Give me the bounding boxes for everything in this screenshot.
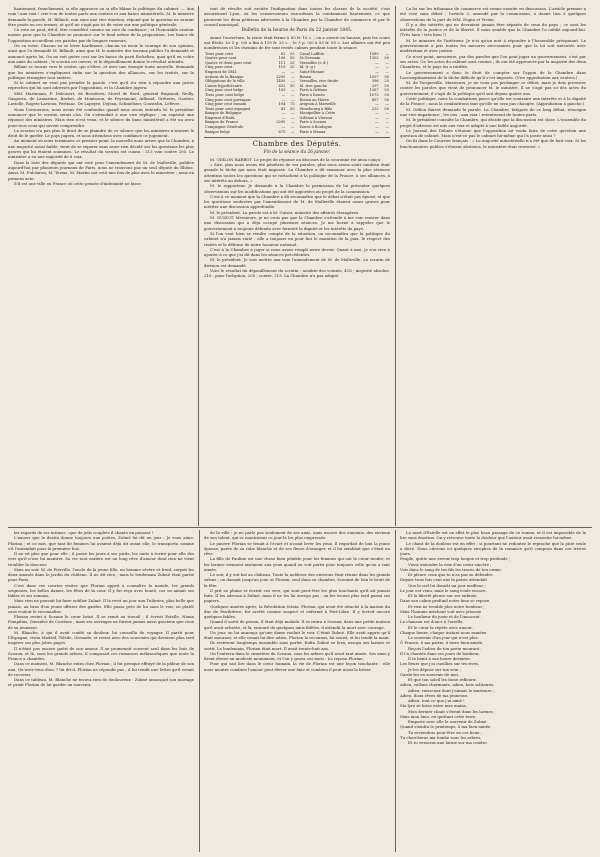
verse-line: Dans son calme profond notre âme se repose, <box>400 598 491 604</box>
paragraph: les regards de ses intimes : que de jolis couplets il chante en passant ! <box>14 530 154 535</box>
paragraph: Dans ce moment, M. Blanche entra chez Florian ; il fut presque effrayé de la pâleur de son ami. Qu'avez-vous donc ? lui dit-il. Florian ne répondit pas ; il lui tendit une lettre qu'il venait de recevoir. <box>8 661 194 677</box>
bourse-cell-a: 83 <box>280 51 286 56</box>
paragraph: M. ODILON BARROT. Le projet de réponse au discours de la couronne est ainsi conçu : <box>210 156 383 162</box>
bourse-cell-label: Paris à Sceaux <box>299 120 327 125</box>
bourse-cell-b: — <box>385 125 389 130</box>
verse-line: Peuple, quitte une erreur trop longue et trop profonde ; <box>400 556 511 562</box>
bourse-cell-a: 1057 <box>369 74 379 79</box>
paragraph: Le pauvre Florian se tenait à l'écart et n'osait lever les yeux. Il regardait de loin la jeune épouse, parée de sa robe blanche et de ses fleurs d'oranger, et il lui semblait que c'était un rêve. <box>204 540 390 556</box>
paragraph: M. le président consulte la Chambre, qui décide que la discussion est close. L'ensemble du projet d'adresse est mis aux voix et adopté à une faible majorité. <box>400 117 586 128</box>
bourse-cell-b: 50 <box>289 56 295 61</box>
paragraph: Quelques années après, la Révolution éclata. Florian, qui avait été attaché à la maison du duc de Penthièvre, fut arrêté comme suspect et enfermé à Port-Libre. Il y écrivit encore quelques fables. <box>204 603 390 619</box>
bourse-cell-label: Paris à Meaux <box>299 129 326 134</box>
paragraph: Un jour, on lui annonça qu'une dame voulait le voir. C'était Zulmé. Elle avait appris qu'il était mourant, et elle venait lui dire adieu. Florian la reconnut, lui sourit, et lui tendit la main. <box>204 629 390 640</box>
bourse-cell-label: Paris à Orléans <box>299 88 328 93</box>
bourse-cell-b: — <box>385 120 389 125</box>
verse-line: Ma lyre se brise entre mes mains, <box>400 703 468 709</box>
paragraph: de la ville : je ne parle pas seulement de ses amis, mais encore des ennemis, des envieux de son talent, qui se montraient ce jour-là les plus empressés. <box>204 530 390 541</box>
paragraph: « Sire, plus nous avons été pénétrés de vos paroles, plus nous avons senti combien était grande la tâche qui nous était imposée. La Chambre a dû examiner avec la plus sérieuse attention toutes les questions qui se rattachent à la politique de la France, à ses alliances, à ses intérêts au dehors. » <box>204 162 390 183</box>
verse-line: Il t'a chantée dans ses jours de bonheur, <box>400 650 480 656</box>
bourse-cell-a: 675 <box>278 129 286 134</box>
bourse-cell-b: — <box>290 120 295 125</box>
bourse-cell-a: 857 <box>371 97 379 102</box>
paragraph: Voici le résultat du dépouillement du scrutin : nombre des votants, 418 ; majorité absolue, 210 ; pour l'adoption, 205 ; contre, 213. La Chambre n'a pas adopté. <box>204 268 390 279</box>
bourse-cell-b: 50 <box>384 106 389 111</box>
paragraph: Le gouvernement a donc le droit de compter sur l'appui de la Chambre dans l'accomplissement de la tâche difficile qu'il s'est imposée. (Vive approbation aux centres.) <box>400 69 586 80</box>
verse-line: Tu chercheras ma tombe sous les arbres, <box>400 734 482 740</box>
bourse-cell-b: — <box>290 125 295 130</box>
bourse-cell-a: 232 <box>371 106 379 111</box>
bourse-cell-b: 50 <box>384 56 389 61</box>
bourse-cell-a: 119 <box>278 65 286 70</box>
verse-line: Adieu, tout ce que j'ai aimé ! <box>408 698 465 703</box>
verse-line: Et tu verseras une larme sur ma cendre. <box>408 740 488 745</box>
paragraph: M. GUIZOT. Messieurs, je ne crois pas que la Chambre s'attende à me voir rentrer dans une discussion qui a déjà occupé plusieurs séances. Je me borne à rappeler que le gouvernement a toujours défendu avec fermeté la dignité et les intérêts du pays. <box>204 215 390 231</box>
bourse-cell-b: — <box>385 65 389 70</box>
bourse-cell-label: Trois pour cent <box>205 51 233 56</box>
bourse-cell-a: — <box>375 60 379 65</box>
bourse-cell-a: 3295 <box>276 120 286 125</box>
bourse-cell-label: Orléans à Vierzon <box>299 115 333 120</box>
paragraph: Ils restèrent longtemps ensemble sans parler. Enfin Zulmé se leva, essuya ses larmes et sortit. Le lendemain, Florian était mort. Il avait trente-huit ans. <box>204 640 390 651</box>
bourse-cell-b: — <box>290 97 295 102</box>
verse-line: Quand viendra le printemps, ô ma bien-aimée, <box>400 724 492 730</box>
paragraph: Mais un soir, M. de Fierville, l'oncle de la jeune fille, un homme sévère et froid, surprit les deux amants dans le jardin du château. Il ne dit rien ; mais le lendemain Zulmé était partie pour Paris. <box>8 566 194 583</box>
bourse-cell-b: 50 <box>384 83 389 88</box>
bourse-cell-b: — <box>385 129 389 134</box>
verse-line: Adieu, ruisseaux dont j'aimais le murmure ; <box>408 687 495 693</box>
bourse-cell-a: 1072 <box>369 92 379 97</box>
bourse-title: Bulletin de la bourse de Paris du 22 janvier 1845. <box>241 28 353 34</box>
bourse-cell-label: Actions de la Banque <box>205 74 244 79</box>
verse-line: Mon dernier chant s'éteint dans les larmes ; <box>408 708 496 714</box>
bourse-cell-a: 104 <box>278 102 286 107</box>
verse-line: La chanson est douce à l'oreille, <box>400 619 464 625</box>
paragraph: M. le président. Je vais mettre aux voix l'amendement de M. de Malleville. Le scrutin de division est demandé. <box>204 257 390 268</box>
bourse-cell-b: 25 <box>384 79 389 84</box>
bourse-cell-label: Cinq pour cent <box>205 65 233 70</box>
bourse-cell-label: Quatre pour cent <box>205 56 237 61</box>
verse-line: Et le cœur la répète avec amour ; <box>408 624 475 630</box>
paragraph: Il prit sa plume et écrivit ces vers, qui sont peut-être les plus touchants qu'il ait jamais faits. Il les adressa à Zulmé, mais il ne les lui envoya pas ; on les trouva plus tard parmi ses papiers. <box>204 587 390 604</box>
paragraph: C'est dans ces courtes visites que Florian apprit à connaître le monde, les grands seigneurs, les belles dames, les fêtes de la cour. Il y fut reçu avec bonté, car on aimait ses fables et ses romans. <box>8 582 194 598</box>
bourse-table-left <box>204 52 296 135</box>
paragraph: C'est à ce moment que la Chambre a dû reconnaître que le débat n'était pas épuisé, et que les questions soulevées par l'amendement de M. de Malleville étaient assez graves pour mériter une discussion approfondie. <box>204 193 390 210</box>
chambre-subheading: Fin de la séance du 26 janvier. <box>263 150 331 156</box>
bourse-cell-a: 1085 <box>369 51 379 56</box>
bourse-cell-label: Cinq pour cent romain <box>205 102 247 107</box>
bourse-cell-a: — <box>375 125 379 130</box>
paragraph: Florian revint à Sceaux le cœur brisé. Il se remit au travail ; il écrivit Estelle, Numa Pompilius, Gonzalve de Cordoue ; mais ses ouvrages ne furent jamais aussi gracieux que ceux de sa jeunesse. <box>8 614 194 630</box>
verse-line: Ô France, ô ma patrie, ô terre bien-aimée, <box>400 640 484 646</box>
bourse-cell-label: St-Germain <box>299 56 321 61</box>
bourse-cell-a: 297 <box>371 83 379 88</box>
bourse-cell-a: 103 <box>278 88 286 93</box>
bourse-cell-a: 1267 <box>369 88 379 93</box>
bourse-cell-a: 106 <box>278 56 286 61</box>
paragraph: Pour qui sait lire dans le cœur humain, la vie de Florian est une leçon touchante : elle nous montre combien l'amour peut élever une âme et combien il peut aussi la briser. <box>204 661 390 672</box>
verse-line: Mais mon âme, en quittant cette terre, <box>400 713 477 719</box>
top-column-3 <box>400 6 586 526</box>
verse-line: Tu reviendras peut-être en ces lieux ; <box>408 729 482 735</box>
verse-line: Le souvenir d'un jour qui n'est plus. <box>408 635 479 640</box>
verse-line: Emporte avec elle le souvenir de Zulmé. <box>408 719 488 724</box>
bourse-cell-label: Obligations de la ville <box>205 79 245 84</box>
verse-line: Et rien ne trouble plus notre bonheur ; <box>408 603 485 609</box>
bourse-cell-b: 50 <box>384 92 389 97</box>
verse-line: Que le ciel lui donnât un jour meilleur ; <box>408 582 486 588</box>
paragraph: M. le ministre de l'intérieur. Je n'ai qu'un mot à répondre à l'honorable préopinant. Le gouvernement a pris toutes les mesures nécessaires pour que la loi soit exécutée avec modération et avec justice. <box>400 37 586 54</box>
top-column-2 <box>204 6 390 526</box>
bourse-cell-label: Banque belge <box>205 129 230 134</box>
bourse-cell-b: — <box>290 111 295 116</box>
verse-line: Les fleurs que j'ai cueillies sur tes rives, <box>400 661 480 667</box>
verse-line: Depuis trois fois cent ans la patrie attendait <box>400 577 487 583</box>
top-column-1 <box>8 6 194 526</box>
bourse-cell-a: — <box>375 111 379 116</box>
paragraph: Dans ce tableau, M. Blanche ne trouva rien de douloureux : Zulmé annonçait son mariage et priait Florian de lui garder un souvenir. <box>8 677 194 688</box>
bourse-cell-label: Avignon à Marseille <box>299 102 336 107</box>
bourse-cell-b: — <box>290 129 295 134</box>
bourse-cell-b: — <box>290 69 295 74</box>
paragraph: Ce vote ne peut, dit-il, être considéré comme un vote de confiance ; et l'honorable orateur insiste pour que la Chambre se prononce sur le fond même de la proposition. Les bancs de l'opposition accueillent ces paroles par de longues rumeurs. <box>8 27 194 43</box>
bourse-cell-label: Banque de Belgique <box>205 111 242 116</box>
bourse-cell-a: — <box>375 129 379 134</box>
paragraph: Il n'était pas encore guéri de son amour. Il se promenait souvent seul dans les bois de Sceaux, et là, sous les grands arbres, il composait ces romances mélancoliques que toute la France a chantées. <box>8 645 194 661</box>
bourse-cell-a: — <box>281 97 286 102</box>
bourse-cell-label: Strasbourg à Bâle <box>299 106 333 111</box>
paragraph: Ce n'est point, messieurs, par des paroles que l'on peut juger un gouvernement, c'est par ses actes. Or, les actes du cabinet sont connus ; ils ont été approuvés par la majorité des deux Chambres, et le pays les a ratifiés. <box>400 53 586 70</box>
paragraph: La mort d'Estelle est en effet le plus beau passage de ce roman, et il est impossible de le lire sans émotion. On y retrouve toute la douleur que l'auteur avait ressentie lui-même. <box>400 530 586 541</box>
bourse-cell-label: Rouen <box>299 74 312 79</box>
paragraph: Le Journal des Débats s'étonne que l'opposition ait voulu faire de cette question une question de cabinet. Mais n'est-ce pas le cabinet lui-même qui l'a posée ainsi ? <box>400 127 586 139</box>
paragraph: Mais rien ne pouvait lui faire oublier Zulmé. Il la revit un jour aux Tuileries, plus belle que jamais, au bras d'un jeune officier des gardes. Elle passa près de lui sans le voir, ou plutôt sans vouloir le reconnaître. <box>8 598 194 614</box>
bourse-cell-b: 50 <box>384 88 389 93</box>
paragraph: Si l'on veut bien se rendre compte de la situation, on reconnaîtra que la politique du cabinet n'a jamais varié : elle a toujours eu pour but le maintien de la paix, le respect des traités et la défense de notre honneur national. <box>204 230 390 247</box>
bourse-cell-b: 75 <box>289 102 295 107</box>
paragraph: Le chant de la douleur est en effet : si pourtant ne redoutez le reproche que la pitié seule a dicté. Nous citerons ici quelques strophes de la romance qu'il composa dans ces tristes jours. <box>400 540 586 556</box>
verse-line: Reçois l'adieu de ton poète mourant ; <box>408 645 482 651</box>
verse-line: Je les dépose sur ton sein ; <box>408 666 461 672</box>
bourse-cell-label: Emprunt de 1841 <box>205 69 237 74</box>
bourse-cell-label: Id. rive gauche <box>299 83 327 88</box>
bourse-cell-b: 50 <box>289 106 295 111</box>
bourse-cell-a: — <box>375 65 379 70</box>
column-divider-2 <box>395 6 396 526</box>
paragraph: On lit dans le Courrier français : « La majorité ministérielle n'a été que de huit voix. Si les fonctionnaires publics s'étaient abstenus, le ministère était renversé. » <box>400 138 586 149</box>
bourse-cell-b: 25 <box>289 65 295 70</box>
bourse-cell-b: 50 <box>384 74 389 79</box>
bourse-cell-b: — <box>290 92 295 97</box>
bourse-cell-a: — <box>281 111 286 116</box>
bourse-cell-b: — <box>385 69 389 74</box>
bourse-cell-b: — <box>290 115 295 120</box>
bourse-cell-b: 50 <box>289 83 295 88</box>
paragraph: Il y a des intérêts qui ne devraient jamais être séparés de ceux du pays ; ce sont les intérêts de la justice et de la liberté. Il nous semble que la Chambre l'a oublié aujourd'hui. (Très bien ! très bien !) <box>400 21 586 38</box>
feuilleton-section <box>8 530 592 852</box>
bourse-cell-a: 3295 <box>276 74 286 79</box>
bourse-cell-label: Saint-Etienne <box>299 69 325 74</box>
paragraph: Si le cabinet ne veut pas prendre la parole, c'est qu'il n'a rien à répondre aux justes reproches qui lui sont adressés par l'opposition, et la Chambre jugera. <box>8 80 194 91</box>
bourse-cell-a: — <box>375 102 379 107</box>
bourse-cell-label: Id. (r. g.) <box>299 65 316 70</box>
paragraph: Il ne vit plus que pour elle ; il passe les jours à ses pieds, les nuits à écrire pour elle des vers qu'il n'ose lui montrer. Sa vie tout entière est un long rêve d'amour dont rien ne vient troubler la douceur. <box>8 551 194 567</box>
paragraph: Billaut se tourne vers le centre, qui s'élève, et avec une énergie toute nouvelle, demande que les ministres s'expliquent enfin sur la question des alliances, sur les traités, sur la politique étrangère tout entière. <box>8 64 194 80</box>
bourse-cell-label: Caisse hypothécaire <box>205 83 242 88</box>
paragraph: La loi sur les tribunaux de commerce est venue ensuite en discussion. L'article premier a été voté sans débat ; l'article 2, amendé par la commission, a donné lieu à quelques observations de la part de MM. Dupin et Vivien. <box>400 6 586 22</box>
paragraph: La fille de Pauline est une chose bien pénible pour les femmes qui ont le cœur tendre, et les larmes viennent aisément aux yeux quand on voit partir pour toujours celle qu'on a tant aimée. <box>204 556 390 572</box>
bourse-cell-a: 1450 <box>276 79 286 84</box>
bourse-cell-label: Paris à Rouen <box>299 92 325 97</box>
paragraph: tout de révolte soit excitée l'indignation dans toutes les classes de la société, c'est assurément Lyon, où les conservateurs eux-mêmes la condamnent hautement, ce que prouvent les deux pétitions adressées à la Chambre par la Chambre de commerce et par le conseil municipal. <box>204 6 390 27</box>
paragraph: L'amour que le destin donne toujours aux poètes, Zulmé lui dit un jour : Je vous aime, Florian ; et ce mot, que tant de femmes lui avaient déjà dit avant elle, le transporta comme s'il l'entendait pour la première fois. <box>8 535 194 551</box>
bourse-cell-a: — <box>375 115 379 120</box>
bourse-cell-a: 111 <box>278 60 286 65</box>
paragraph: La session n'a pas plus le droit de se plaindre de ce silence que les ministres n'avaient le droit de le garder. Le pays jugera, et nous attendons avec confiance ce jugement. <box>8 127 194 139</box>
column-divider-1 <box>198 6 199 526</box>
paragraph: Cette politique, nous la combattons parce qu'elle est contraire aux intérêts et à la dignité de la France ; nous la combattrons tant qu'elle ne sera pas changée. (Approbation à gauche.) <box>400 96 586 107</box>
bourse-cell-b: — <box>290 74 295 79</box>
bourse-cell-a: — <box>281 125 286 130</box>
paragraph: On va voter. Chacun va se lever hardiment, chacun va avoir le courage de son opinion, ainsi que l'a demandé M. Billault, ainsi que M. le ministre des travaux publics l'a demandé et annoncé après lui. On ne voit guère ceci sur les bancs du parti Richelieu, quoi qu'il en coûte aux amis du cabinet ; le scrutin est ouvert, et le dépouillement donne le résultat attendu. <box>8 43 194 64</box>
verse-line: Mais l'homme méchant voit avec jalousie <box>400 608 482 614</box>
poem <box>400 556 586 745</box>
verse-line: Et pleure ceux que tu n'as pas su défendre. <box>408 572 494 577</box>
bourse-cell-label: Versailles, rive droite <box>299 79 339 84</box>
bourse-cell-label: Versailles (r. d.) <box>299 60 329 65</box>
verse-line: Adieu, doux rêves de ma jeunesse, <box>400 692 469 698</box>
bourse-table-right <box>299 52 391 135</box>
paragraph: Quand il sortit de prison, il était déjà malade. Il se retira à Sceaux, dans une petite maison qu'il avait achetée, et là, entouré de quelques amis fidèles, il attendit la mort avec courage. <box>204 619 390 630</box>
verse-line: Chaque heure, chaque instant nous ramène <box>400 629 487 635</box>
bourse-cell-b: — <box>385 115 389 120</box>
bourse-cell-a: 396 <box>371 79 379 84</box>
bourse-cell-a: — <box>281 69 286 74</box>
paragraph: M. le rapporteur. Je demande à la Chambre la permission de lui présenter quelques observations sur les modifications qui ont été apportées au projet de la commission. <box>204 183 390 194</box>
paragraph: M. le président. La parole est à M. Guizot, ministre des affaires étrangères. <box>210 209 360 215</box>
paragraph: C'est à la Chambre à juger si nous avons rempli notre devoir. Quant à moi, je n'ai rien à ajouter à ce que j'ai dit dans les séances précédentes. <box>204 246 390 258</box>
bourse-cell-b: 05 <box>289 51 295 56</box>
feuilleton-column-1 <box>8 530 194 852</box>
bourse-cell-b: — <box>290 88 295 93</box>
bourse-cell-a: 1302 <box>369 56 379 61</box>
bourse-cell-label: Canal Laffitte <box>299 51 325 56</box>
bourse-cell-label: Compagnie Générale <box>205 125 244 130</box>
feuilleton-divider-2 <box>395 530 396 852</box>
paragraph: Au moment où nous terminons ce premier point, la nouvelle nous arrive que la Chambre, à une majorité assez faible, vient de se séparer sans avoir rien décidé sur les questions les plus graves qui lui étaient soumises. Le résultat du scrutin est connu : 213 voix contre 205. Le ministère a eu une majorité de 8 voix. <box>8 138 194 160</box>
paragraph: M. de Tocqueville. Messieurs, je ne veux pas prolonger ce débat, mais je dois protester contre les paroles que vient de prononcer M. le ministre. Il ne s'agit pas ici des actes du gouvernement, il s'agit de la politique qu'il suit depuis quatre ans. <box>400 80 586 96</box>
bourse-cell-label: Cinq pour cent belge <box>205 88 244 93</box>
paragraph: Le soir, il y eut bal au château. Toute la noblesse des environs était réunie dans les grands salons ; on dansait jusqu'au jour, et Florian, seul dans sa chambre, écoutait de loin le bruit de la fête. <box>204 572 390 588</box>
bourse-cell-a: — <box>281 115 286 120</box>
bourse-cell-label: Zones à Boulogne <box>299 125 333 130</box>
paragraph: MM. Hartmann, F. Delessert, de Bussières, Morel de Bord, général Bugeaud, Reilly, Gaspurin, de Lamartine, Barbet, de Montozon, de Peyramont, Ailhaud, Gréterin, Gautier, Lavielle, Rogets-Lavieux, Pertinac, De Lapeyre, Dejean, Schmeltzer, Coustelin, Lefèvre. <box>8 90 194 107</box>
verse-line: Le jour est venu, mais le sang coule encore, <box>400 587 487 593</box>
verse-line: Et que ton soleil les fasse refleurir. <box>408 677 477 682</box>
paragraph: M. Blanche, à qui il avait confié sa douleur, lui conseilla de voyager. Il partit pour l'Espagne, visita Madrid, Tolède, Grenade, et revint avec des souvenirs qui devaient plus tard inspirer ses plus jolies pages. <box>8 629 194 646</box>
feuilleton-column-3 <box>400 530 586 852</box>
bourse-row <box>299 130 391 135</box>
verse-line: Vois dans le sang de tes fils les traces de ton crime, <box>400 566 502 572</box>
bourse-cell-label: Trois pour cent belge <box>205 92 245 97</box>
bourse-cell-a: — <box>375 69 379 74</box>
bourse-cell-b: 50 <box>384 97 389 102</box>
bourse-cell-b: — <box>290 79 295 84</box>
paragraph: hautement, franchement, si elle approuve ou si elle blâme la politique du cabinet. — Aux voix ! aux voix ! crie-t-on de toutes parts aux centres et aux bancs ministériels. M. le ministre demande la parole. M. Billault, non sans une vive émotion, répond que la question ne saurait être posée en ces termes, et qu'il ne s'agit pas ici de voter sur une politique générale. <box>8 6 194 27</box>
chambre-heading: Chambre des Députés. <box>252 140 342 149</box>
paragraph: M. Odilon Barrot demande la parole. La Chambre, fatiguée de ce long débat, témoigne une vive impatience ; les cris : aux voix ! retentissent de toutes parts. <box>400 106 586 117</box>
bourse-cell-b: 25 <box>289 60 295 65</box>
feuilleton-column-2 <box>204 530 390 852</box>
verse-line: Il te bénit à son heure dernière. <box>408 656 471 661</box>
feuilleton-divider-1 <box>199 530 200 852</box>
bourse-cell-a: 632 <box>278 83 286 88</box>
verse-line: Le bonheur du juste et de l'innocent. <box>408 614 481 619</box>
verse-line: Garde-les en souvenir de moi, <box>400 671 459 677</box>
paragraph: Dans la liste des députés qui ont voté pour l'amendement de M. de Malleville, publiée aujourd'hui par plusieurs journaux de Paris, nous ne trouvons pas un seul député du Rhône. Ainsi, M. Fulchiron, M. Terme, M. Martin ont voté une fois de plus avec le ministère ; nous en prenons acte. <box>8 159 194 181</box>
paragraph: S'il est une ville en France où cette pensée d'indemnité ne fasse <box>14 180 141 186</box>
bourse-cell-label: Quatre et demi pour cent <box>205 60 252 65</box>
bourse-cell-label: Cinq pour cent portugais <box>205 97 251 102</box>
bourse-intro: Avant l'ouverture, la rente était ferme à 83 fr. 10 c. ; on a ouvert en hausse, puis les cours ont fléchi. Le 5 p. 0/0 a fini à 119 fr. 25 c. ; le 3 p. 0/0 à 83 fr. 05 c. Les affaires ont été peu nombreuses et les chemins de fer sont restés calmes pendant toute la séance. <box>204 34 390 51</box>
section-divider <box>204 137 390 138</box>
bourse-cell-label: Montpellier à Cette <box>299 111 336 116</box>
paragraph: On l'enterra dans le cimetière de Sceaux, sous les arbres qu'il avait tant aimés. Ses amis y firent élever un modeste monument, et l'on y grava ces mots : Ici repose Florian. <box>204 650 390 661</box>
bourse-cell-label: Rouen au Havre <box>299 97 330 102</box>
bourse-cell-a: 41 <box>280 106 286 111</box>
feuilleton-divider <box>8 527 592 528</box>
bourse-cell-b: — <box>385 51 389 56</box>
paragraph: Nous l'avouerons, nous avons été confondus quand nous avons entendu M. le président annoncer que le scrutin serait clos. On s'attendait à une vive réplique ; on espérait une réponse des ministres. Mais rien n'est venu, et le silence du banc ministériel a été un aveu pour tous ceux qui savent comprendre. <box>8 106 194 128</box>
bourse-cell-b: — <box>385 102 389 107</box>
bourse-cell-a: — <box>375 120 379 125</box>
verse-line: Adieu, vallons charmants, adieu, bois solitaires, <box>400 682 495 688</box>
bourse-cell-b: — <box>385 111 389 116</box>
bourse-cell-label: Emprunt d'Haïti <box>205 115 235 120</box>
verse-line: Et la liberté pleure sur ses enfants. <box>408 593 478 598</box>
bourse-row <box>204 130 296 135</box>
bourse-cell-label: Banque de France <box>205 120 239 125</box>
bourse-cell-b: — <box>385 60 389 65</box>
verse-line: Viens entendre la voix d'un cœur sincère ; <box>408 561 492 567</box>
bourse-cell-a: — <box>281 92 286 97</box>
bourse-cell-label: Trois pour cent espagnol <box>205 106 251 111</box>
